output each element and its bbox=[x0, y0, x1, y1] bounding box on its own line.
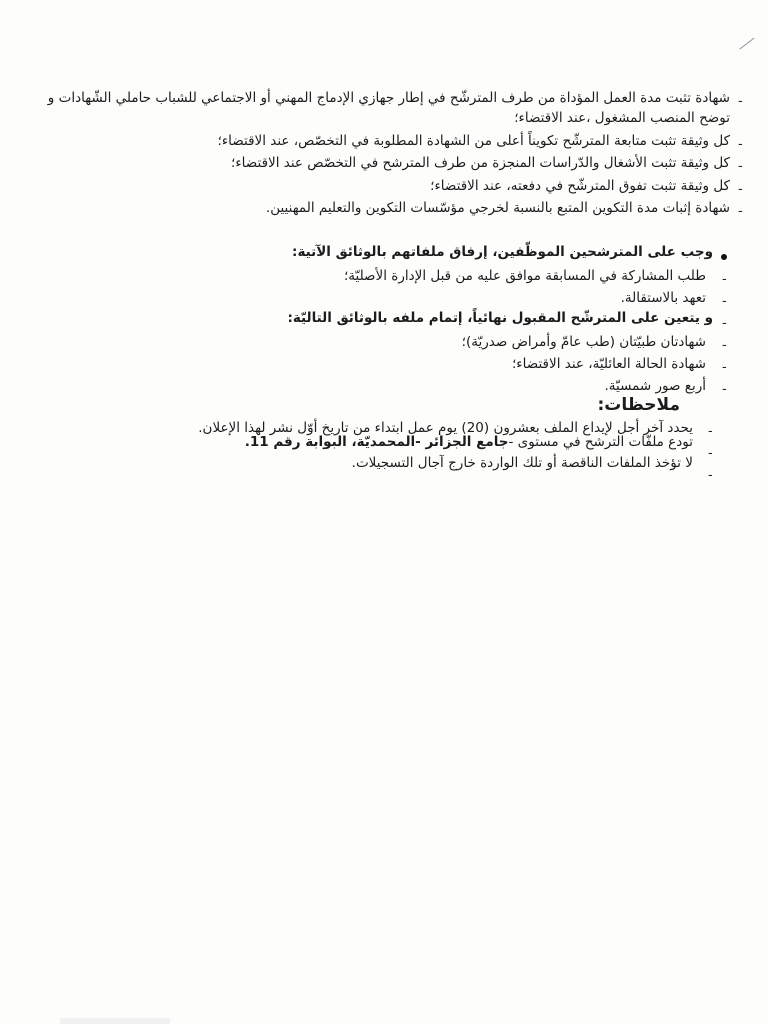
dash-marker: - bbox=[722, 272, 727, 287]
list-item: طلب المشاركة في المسابقة موافق عليه من قبل الإدارة الأصليّة؛ bbox=[343, 268, 706, 284]
dash-marker: - bbox=[708, 446, 713, 461]
dash-marker: - bbox=[708, 424, 713, 439]
list-item: كل وثيقة تثبت الأشغال والدّراسات المنجزة من طرف المترشح في التخصّص عند الاقتضاء؛ bbox=[231, 155, 730, 171]
dash-marker: - bbox=[738, 159, 743, 174]
dash-marker: - bbox=[738, 94, 743, 109]
scan-artifact bbox=[60, 1018, 170, 1024]
dash-marker: - bbox=[738, 182, 743, 197]
section-heading: و يتعين على المترشّح المقبول نهائياً، إتمام ملفه بالوثائق التاليّة: bbox=[287, 310, 713, 326]
dash-marker: - bbox=[722, 316, 727, 331]
list-item: كل وثيقة تثبت تفوق المترشّح في دفعته، عند الاقتضاء؛ bbox=[430, 178, 730, 194]
note-item-text: تودع ملفّات الترشح في مستوى - bbox=[508, 434, 693, 450]
dash-marker: - bbox=[738, 137, 743, 152]
dash-marker: - bbox=[722, 294, 727, 309]
note-item: يحدد آخر أجل لإيداع الملف بعشرون (20) يوم عمل ابتداء من تاريخ أوّل نشر لهذا الإعلان. bbox=[198, 420, 693, 436]
note-item-location: جامع الجزائر -المحمديّة، البوابة رقم 11. bbox=[244, 434, 509, 450]
dash-marker: - bbox=[722, 382, 727, 397]
note-item bbox=[245, 432, 693, 452]
list-item: كل وثيقة تثبت متابعة المترشّح تكويناً أعلى من الشهادة المطلوبة في التخصّص، عند الاقتضاء؛ bbox=[217, 133, 730, 149]
dash-marker: - bbox=[722, 360, 727, 375]
list-item: شهادة إثبات مدة التكوين المتبع بالنسبة لخرجي مؤسّسات التكوين والتعليم المهنيين. bbox=[265, 200, 730, 216]
notes-title: ملاحظات: bbox=[597, 395, 680, 415]
note-item: لا تؤخذ الملفات الناقصة أو تلك الواردة خارج آجال التسجيلات. bbox=[351, 455, 693, 471]
bullet-icon bbox=[721, 254, 727, 260]
list-item: شهادة الحالة العائليّة، عند الاقتضاء؛ bbox=[512, 356, 706, 372]
dash-marker: - bbox=[722, 338, 727, 353]
dash-marker: - bbox=[708, 468, 713, 483]
list-item: أربع صور شمسيّة. bbox=[604, 378, 706, 394]
list-item: تعهد بالاستقالة. bbox=[620, 290, 706, 306]
list-item-line: توضح المنصب المشغول ،عند الاقتضاء؛ bbox=[514, 110, 730, 126]
list-item-line: شهادة تثبت مدة العمل المؤداة من طرف المترشّح في إطار جهازي الإدماج المهني أو الاجتماعي للشباب حاملي الشّهادات و bbox=[47, 90, 730, 106]
list-item: شهادتان طبيّتان (طب عامّ وأمراض صدريّة)؛ bbox=[461, 334, 706, 350]
dash-marker: - bbox=[738, 204, 743, 219]
pen-mark-icon: ╱ bbox=[739, 35, 754, 54]
section-heading: وجب على المترشحين الموظّفين، إرفاق ملفاتهم بالوثائق الآتية: bbox=[292, 244, 713, 260]
